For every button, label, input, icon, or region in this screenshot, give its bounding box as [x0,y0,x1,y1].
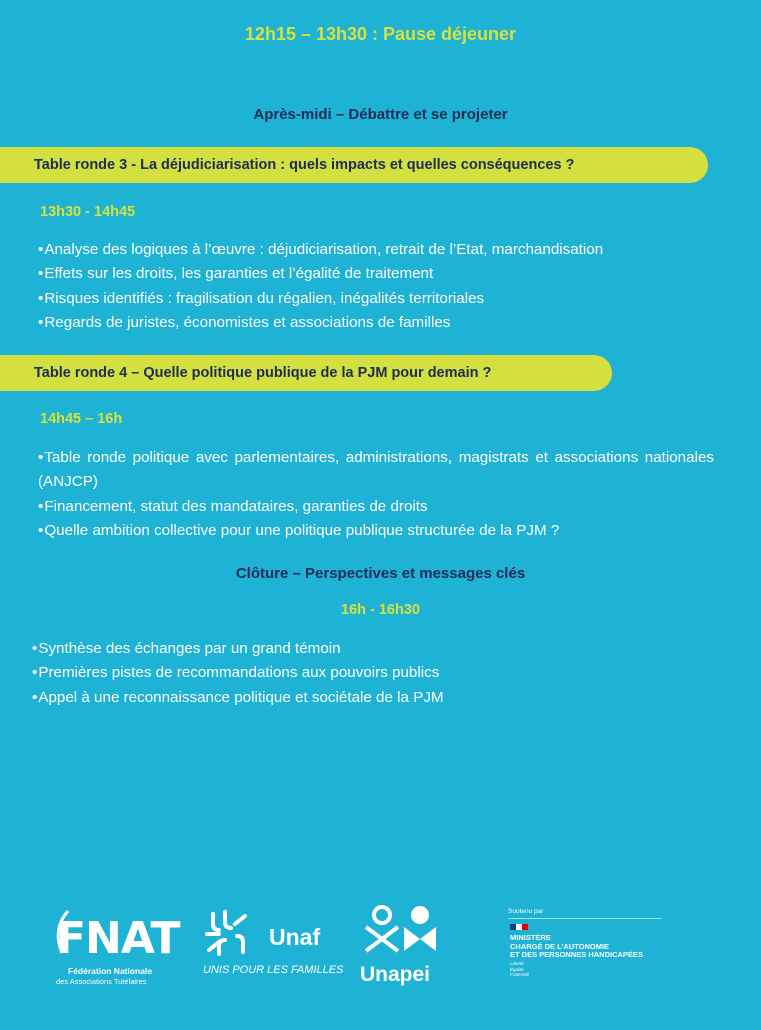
fnat-line-1: Fédération Nationale [68,966,153,976]
ministry-divider [508,918,662,919]
list-item: •Quelle ambition collective pour une politique publique structurée de la PJM ? [38,522,560,540]
list-item: •Appel à une reconnaissance politique et sociétale de la PJM [32,688,444,706]
french-flag-icon [510,924,528,930]
list-item: •Table ronde politique avec parlementaires, administrations, magistrats et associations nationales (ANJCP) [38,449,714,491]
supported-by-label: Soutenu par [508,908,544,915]
closing-list [32,637,708,710]
ministry-logo [508,908,688,988]
unapei-wordmark: Unapei [360,963,431,986]
list-item: •Synthèse des échanges par un grand témoin [32,640,341,657]
republic-motto: Liberté Égalité Fraternité [510,961,530,977]
closing-heading: Clôture – Perspectives et messages clés [235,565,526,582]
unaf-tagline: UNIS POUR LES FAMILLES [203,964,344,976]
fnat-logo [50,905,180,995]
unaf-logo [203,910,344,985]
lunch-break-heading: 12h15 – 13h30 : Pause déjeuner [244,24,517,44]
list-item: •Risques identifiés : fragilisation du régalien, inégalités territoriales [38,289,485,307]
round-table-3-banner [0,147,708,183]
closing-time: 16h - 16h30 [341,602,420,618]
round-table-4-list [38,446,714,544]
round-table-4-title: Table ronde 4 – Quelle politique publique de la PJM pour demain ? [34,365,492,381]
list-item: •Effets sur les droits, les garanties et l’égalité de traitement [38,265,434,283]
ministry-name: MINISTÈRE CHARGÉ DE L’AUTONOMIE ET DES PERSONNES HANDICAPÉES [510,933,643,959]
afternoon-heading: Après-midi – Débattre et se projeter [253,106,508,123]
round-table-3-list [38,238,714,336]
list-item: •Financement, statut des mandataires, garanties de droits [38,497,428,515]
unapei-logo [358,903,443,993]
fnat-wordmark: FNAT [56,913,180,964]
list-item: •Premières pistes de recommandations aux pouvoirs publics [32,664,440,682]
round-table-4-banner [0,355,612,391]
round-table-3-title: Table ronde 3 - La déjudiciarisation : quels impacts et quelles conséquences ? [34,157,575,173]
fnat-line-2: des Associations Tutélaires [56,977,147,986]
list-item: •Regards de juristes, économistes et associations de familles [38,314,451,332]
round-table-4-time: 14h45 – 16h [40,411,123,427]
unapei-figures-icon [360,903,440,963]
list-item: •Analyse des logiques à l’œuvre : déjudiciarisation, retrait de l’Etat, marchandisation [38,241,604,258]
unaf-figures-icon [203,910,265,958]
round-table-3-time: 13h30 - 14h45 [40,204,136,220]
unaf-wordmark: Unaf [269,924,321,950]
